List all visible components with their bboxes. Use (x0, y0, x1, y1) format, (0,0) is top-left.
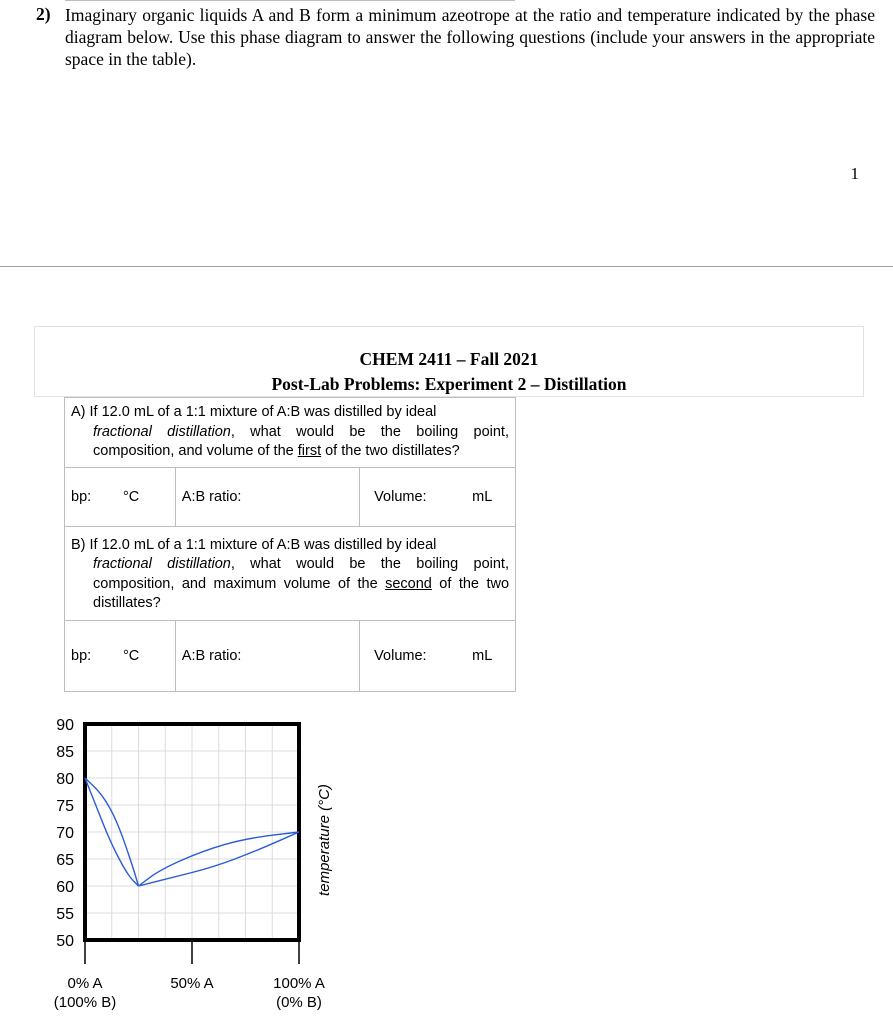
question-number: 2) (36, 4, 51, 24)
part-a-emphasis: fractional distillation (93, 423, 231, 440)
post-lab-subtitle: Post-Lab Problems: Experiment 2 – Distillation (271, 374, 627, 394)
part-b-bp-unit: °C (123, 647, 140, 664)
y-tick-label: 80 (56, 771, 74, 788)
x-tick-label: 100% A (273, 975, 325, 992)
part-b-ratio-label: A:B ratio: (181, 647, 242, 664)
question-text: Imaginary organic liquids A and B form a minimum azeotrope at the ratio and temperature indicated by the phase diagram below. Use this phase diagram to answer the following questions (include your answers in the appropriate space in the table). (65, 5, 875, 69)
answer-table (64, 397, 516, 692)
part-b-volume-cell[interactable] (360, 620, 516, 691)
part-a-volume-label: Volume: (374, 488, 427, 505)
part-b-bp-cell[interactable] (65, 620, 176, 691)
part-b-ratio-cell[interactable] (175, 620, 359, 691)
part-a-lead: A) If 12.0 mL of a 1:1 mixture of A:B was distilled by ideal (71, 404, 437, 420)
y-tick-label: 65 (56, 852, 74, 869)
y-tick-label: 55 (56, 906, 74, 923)
part-b-lead: B) If 12.0 mL of a 1:1 mixture of A:B was distilled by ideal (71, 536, 437, 553)
part-a-bp-cell[interactable] (65, 467, 176, 526)
part-b-volume-label: Volume: (374, 647, 427, 664)
part-b-mid: , what would be the boiling point, composition, and maximum volume of the (93, 556, 509, 592)
x-tick-label: 50% A (170, 975, 214, 992)
page-break (0, 266, 893, 267)
part-b-question (65, 526, 516, 620)
part-b-volume-unit: mL (472, 647, 493, 664)
part-a-tail: of the two distillates? (321, 443, 460, 459)
course-title: CHEM 2411 – Fall 2021 (359, 349, 539, 369)
top-rule (65, 0, 515, 1)
part-a-bp-label: bp: (71, 488, 92, 505)
part-a-volume-cell[interactable] (360, 467, 516, 526)
x-tick-sublabel: (0% B) (276, 994, 322, 1011)
y-tick-label: 90 (56, 717, 74, 734)
part-b-emphasis: fractional distillation (93, 556, 231, 572)
part-b-tail: of the two distillates? (93, 575, 510, 611)
part-a-keyword: first (297, 443, 322, 459)
part-a-volume-unit: mL (472, 488, 493, 505)
x-tick-label: 0% A (67, 975, 103, 992)
page-number: 1 (850, 164, 859, 183)
part-a-mid: , what would be the boiling point, composition, and volume of the (93, 423, 509, 459)
y-tick-label: 85 (56, 744, 74, 761)
part-b-keyword: second (385, 575, 432, 592)
part-b-bp-label: bp: (71, 647, 92, 664)
y-tick-label: 60 (56, 879, 74, 896)
part-a-ratio-label: A:B ratio: (181, 488, 242, 505)
part-a-ratio-cell[interactable] (175, 467, 359, 526)
y-tick-label: 50 (56, 933, 74, 950)
y-axis-label: temperature (°C) (316, 784, 333, 896)
x-tick-sublabel: (100% B) (53, 994, 117, 1011)
y-tick-label: 70 (56, 825, 74, 842)
part-a-question (65, 398, 516, 468)
part-a-bp-unit: °C (123, 488, 140, 505)
phase-diagram-chart (40, 712, 360, 1024)
y-tick-label: 75 (56, 798, 74, 815)
